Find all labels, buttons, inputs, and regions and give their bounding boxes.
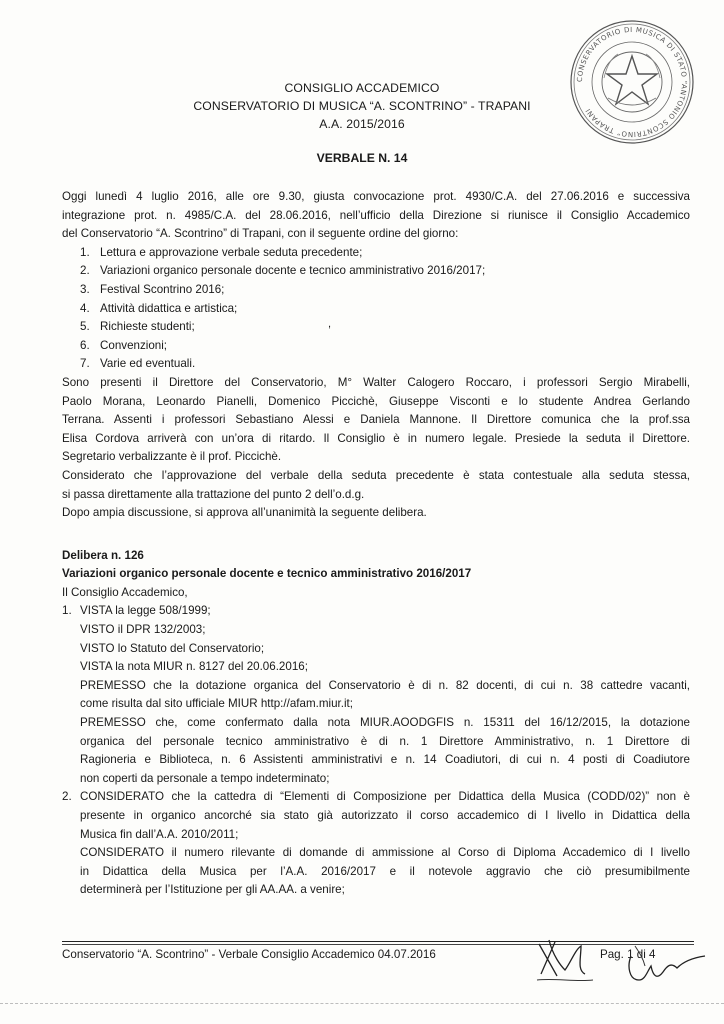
intro-line: integrazione prot. n. 4985/C.A. del 28.06.2016, nell’ufficio della Direzione si riunisce il Consiglio Accademico: [62, 208, 690, 222]
vista-line: VISTO lo Statuto del Conservatorio;: [80, 641, 265, 655]
agenda-number: 6.: [80, 338, 90, 352]
agenda-text: Convenzioni;: [100, 338, 168, 352]
agenda-number: 7.: [80, 357, 90, 371]
vista-line: VISTO il DPR 132/2003;: [80, 623, 206, 637]
agenda-item: [80, 244, 690, 263]
vista-line: VISTA la nota MIUR n. 8127 del 20.06.2016;: [80, 660, 308, 674]
delibera-intro: Il Consiglio Accademico,: [62, 585, 188, 599]
agenda-item: [80, 337, 690, 356]
agenda-item: [80, 262, 690, 281]
considerato-line: CONSIDERATO il numero rilevante di domande di ammissione al Corso di Diploma Accademico di I livello: [80, 846, 690, 860]
handwritten-signatures: [535, 936, 710, 996]
considerato-line: in Didattica della Musica per l’A.A. 2016/2017 e il notevole aggravio che ciò presumibilmente: [80, 864, 690, 878]
agenda-item: [80, 355, 690, 374]
point-number: 1.: [62, 604, 72, 618]
agenda-text: Varie ed eventuali.: [100, 357, 196, 371]
delibera-point-1: [62, 602, 690, 788]
agenda-number: 1.: [80, 245, 90, 259]
agenda-list: [62, 244, 690, 374]
presenti-line: Sono presenti il Direttore del Conservatorio, M° Walter Calogero Roccaro, i professori Sergio Mirabelli,: [62, 375, 690, 389]
header-line-3: A.A. 2015/2016: [319, 117, 405, 131]
premesso-line: non coperti da personale a tempo indeterminato;: [80, 771, 330, 785]
considerato-line: presente in organico ancorché sia stato già autorizzato il corso accademico di I livello in Didattica della: [80, 809, 690, 822]
delibera-point-2: [62, 788, 690, 900]
presenti-line: Paolo Morana, Leonardo Pianelli, Domenico Piccichè, Giuseppe Visconti e lo studente Andrea Gerlando: [62, 394, 690, 408]
dopo-line: Dopo ampia discussione, si approva all’unanimità la seguente delibera.: [62, 506, 427, 520]
agenda-item: [80, 300, 690, 319]
intro-line: Oggi lunedì 4 luglio 2016, alle ore 9.30, giusta convocazione prot. 4930/C.A. del 27.06.2016 e successiva: [62, 190, 690, 203]
vista-line: VISTA la legge 508/1999;: [80, 604, 211, 618]
verbale-title: VERBALE N. 14: [316, 151, 408, 165]
delibera-subject: Variazioni organico personale docente e tecnico amministrativo 2016/2017: [62, 567, 472, 581]
agenda-item: [80, 318, 690, 337]
considerato-line: CONSIDERATO che la cattedra di “Elementi di Composizione per Didattica della Musica (CODD/02)” non è: [80, 790, 690, 804]
premesso-line: organica del personale tecnico amministrativo è di n. 1 Direttore Amministrativo, n. 1 Direttore di: [80, 734, 690, 748]
scan-edge: [0, 1003, 724, 1004]
premesso-line: PREMESSO che, come confermato dalla nota MIUR.AOODGFIS n. 15311 del 16/12/2015, la dotazione: [80, 716, 690, 730]
intro-line: del Conservatorio “A. Scontrino” di Trapani, con il seguente ordine del giorno:: [62, 227, 459, 241]
premesso-line: come risulta dal sito ufficiale MIUR http://afam.miur.it;: [80, 697, 353, 711]
header-line-2: CONSERVATORIO DI MUSICA “A. SCONTRINO” - TRAPANI: [193, 99, 531, 113]
premesso-line: Ragioneria e Biblioteca, n. 6 Assistenti amministrativi e n. 14 Coadiutori, di cui n. 4 posti di Coadiutore: [80, 753, 690, 767]
delibera-number: Delibera n. 126: [62, 548, 144, 562]
header-line-1: CONSIGLIO ACCADEMICO: [284, 81, 440, 95]
considerato-line: determinerà per l’Istituzione per gli AA.AA. a venire;: [80, 883, 345, 897]
presenti-line: Elisa Cordova arriverà con un’ora di ritardo. Il Consiglio è in numero legale. Presiede la seduta il Direttore.: [62, 431, 690, 445]
agenda-number: 5.: [80, 320, 90, 334]
agenda-text: Variazioni organico personale docente e tecnico amministrativo 2016/2017;: [100, 264, 486, 278]
agenda-number: 4.: [80, 301, 90, 315]
point-number: 2.: [62, 790, 72, 804]
agenda-text: Attività didattica e artistica;: [100, 301, 238, 315]
considerato-line: si passa direttamente alla trattazione del punto 2 dell’o.d.g.: [62, 487, 365, 501]
stray-mark: ,: [328, 318, 332, 330]
document-body: [62, 188, 690, 900]
page-number: Pag. 1 di 4: [600, 948, 656, 961]
considerato-line: Considerato che l’approvazione del verbale della seduta precedente è stata contestuale alla seduta stessa,: [62, 468, 690, 482]
agenda-item: [80, 281, 690, 300]
considerato-line: Musica fin dall’A.A. 2010/2011;: [80, 827, 239, 841]
presenti-line: Terrana. Assenti i professori Sebastiano Alessi e Daniela Mannone. Il Direttore comunica che la prof.ssa: [62, 413, 690, 427]
agenda-number: 3.: [80, 282, 90, 296]
premesso-line: PREMESSO che la dotazione organica del Conservatorio è di n. 82 docenti, di cui n. 38 cattedre vacanti,: [80, 678, 690, 692]
presenti-line: Segretario verbalizzante è il prof. Piccichè.: [62, 450, 282, 464]
agenda-number: 2.: [80, 264, 90, 278]
agenda-text: Lettura e approvazione verbale seduta precedente;: [100, 245, 363, 259]
agenda-text: Festival Scontrino 2016;: [100, 282, 225, 296]
document-header: [0, 79, 724, 133]
footer-text: Conservatorio “A. Scontrino” - Verbale Consiglio Accademico 04.07.2016: [62, 948, 436, 961]
agenda-text: Richieste studenti;: [100, 320, 195, 334]
seal-text: CONSERVATORIO DI MUSICA DI STATO “ANTONIO SCONTRINO” TRAPANI: [575, 25, 689, 139]
